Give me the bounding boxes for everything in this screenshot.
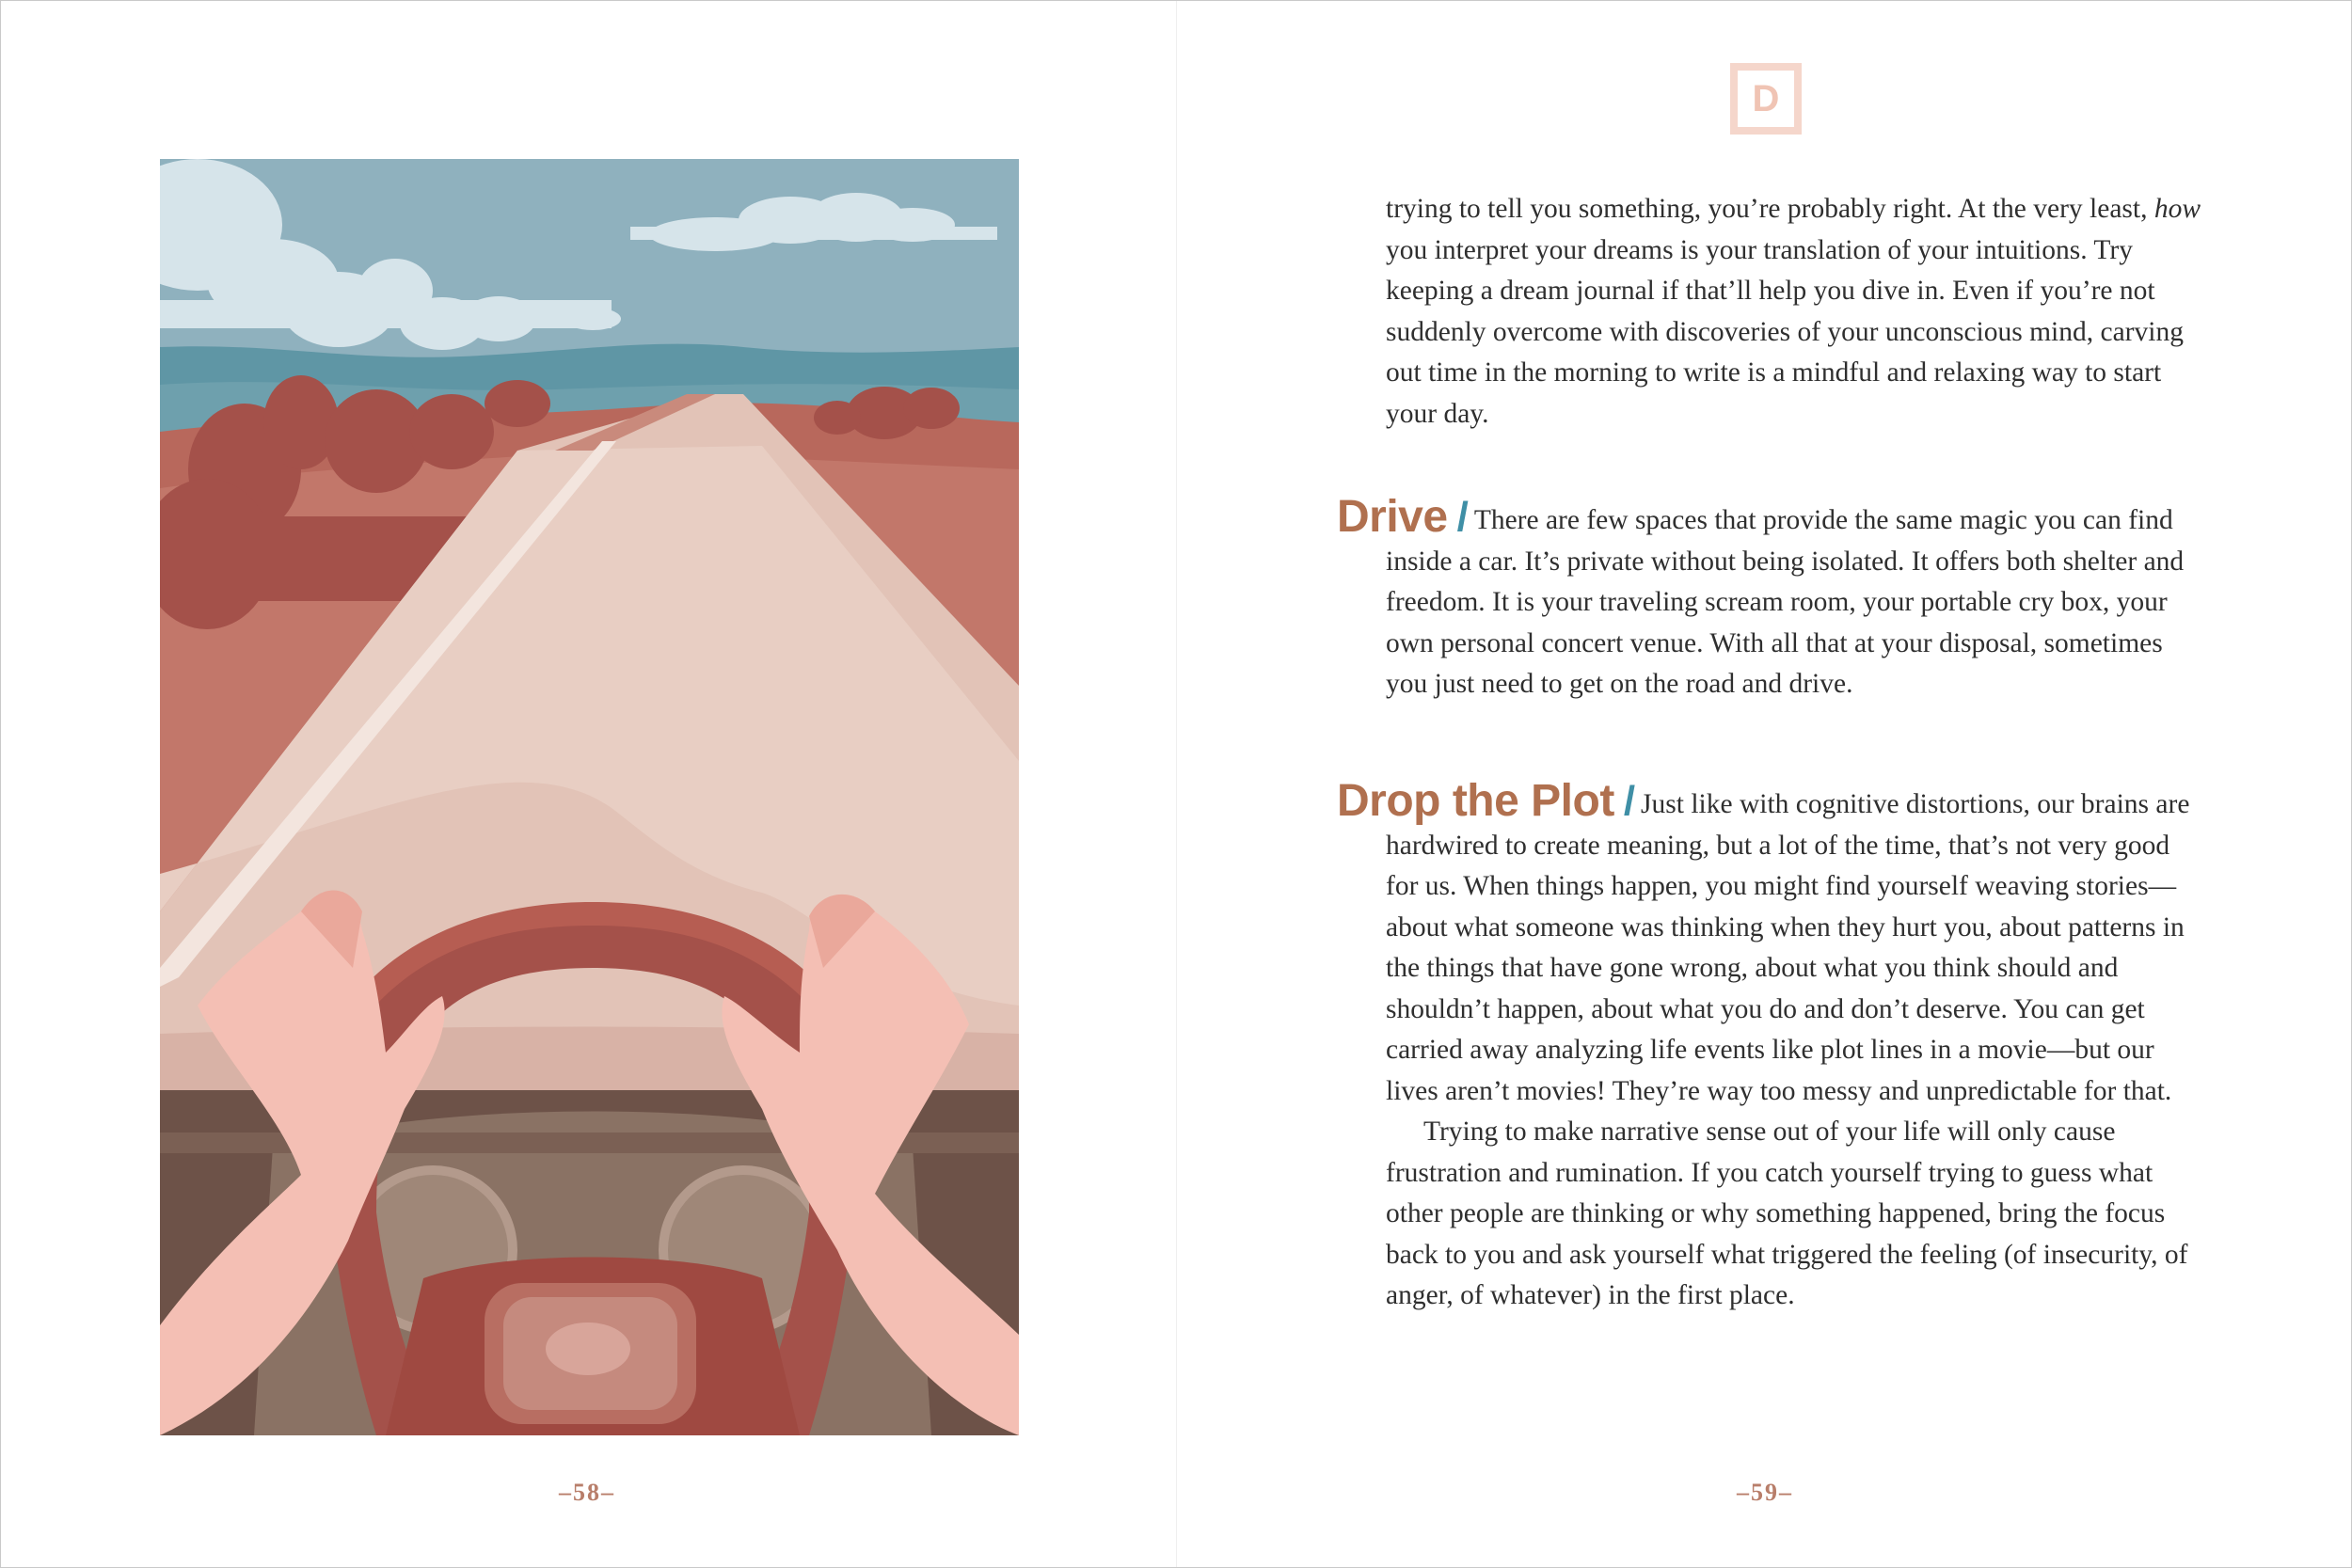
intro-emphasis: how [2153, 194, 2201, 224]
entry-title: Drive [1337, 492, 1448, 542]
letter-tab [1730, 63, 1802, 135]
driving-illustration [160, 159, 1019, 1435]
entry-drop-the-plot [1337, 776, 2202, 1317]
entry-text: There are few spaces that provide the same magic you can find inside a car. It’s private without being isolated. It offers both shelter and freedom. It is your traveling scream room, your portable cry box, your own personal concert venue. With all that at your disposal, sometimes you just need to get on the road and drive. [1386, 505, 2185, 699]
intro-text-part2: you interpret your dreams is your translation of your intuitions. Try keeping a dream journal if that’ll help you dive in. Even if you’re not suddenly overcome with discoveries of your unconscious mind, carving out time in the morning to write is a mindful and relaxing way to start your day. [1386, 234, 2184, 429]
entry-drive [1337, 492, 2202, 705]
entry-continuation: Trying to make narrative sense out of your life will only cause frustration and rumination. If you catch yourself trying to guess what other people are thinking or why something happened, bring the focus back to you and ask yourself what triggered the feeling (of insecurity, of anger, of whatever) in the first place. [1386, 1117, 2188, 1310]
page-number-left: –58– [559, 1479, 615, 1506]
page-gutter [1176, 1, 1177, 1567]
entry-text: Just like with cognitive distortions, our brains are hardwired to create meaning, but a lot of the time, that’s not very good for us. When things happen, you might find yourself weaving stories—about what someone was thinking when they hurt you, about patterns in the things that have gone wrong, about what you think should and shouldn’t happen, about what you do and don’t deserve. You can get carried away analyzing life events like plot lines in a movie—but our lives aren’t movies! They’re way too messy and unpredictable for that. [1386, 789, 2190, 1106]
entry-separator: / [1623, 778, 1636, 824]
page-number-right: –59– [1737, 1479, 1793, 1506]
entry-title: Drop the Plot [1337, 776, 1614, 826]
letter-tab-label: D [1752, 78, 1780, 119]
intro-text-part1: trying to tell you something, you’re probably right. At the very least, [1386, 194, 2154, 224]
intro-paragraph [1386, 189, 2202, 435]
entry-separator: / [1456, 494, 1469, 540]
